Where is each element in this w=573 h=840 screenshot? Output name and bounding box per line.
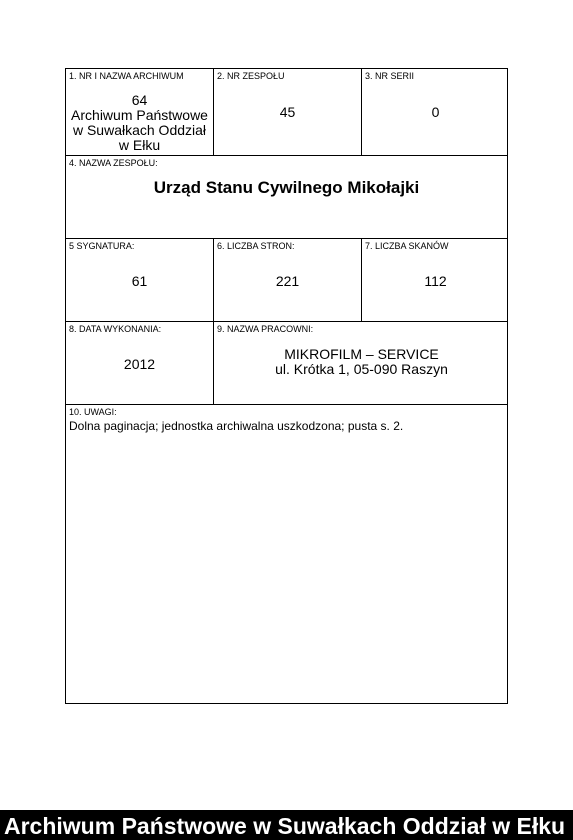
fonds-number-value: 45: [279, 104, 296, 120]
page-count-value: 221: [275, 273, 300, 289]
scan-count-value: 112: [424, 273, 447, 289]
date-made-label: 8. DATA WYKONANIA:: [69, 324, 162, 334]
archive-label: 1. NR I NAZWA ARCHIWUM: [69, 71, 184, 81]
row-notes: [66, 405, 507, 705]
archive-name-line-3: w Ełku: [118, 137, 161, 153]
scan-count-label: 7. LICZBA SKANÓW: [365, 241, 449, 251]
fonds-name-label: 4. NAZWA ZESPOŁU:: [69, 158, 158, 168]
scan-count-cell: [362, 239, 509, 321]
footer-text: Archiwum Państwowe w Suwałkach Oddział w Ełku: [4, 813, 566, 839]
date-made-value: 2012: [123, 356, 156, 372]
workshop-address: ul. Krótka 1, 05-090 Raszyn: [275, 361, 448, 377]
fonds-name-value: Urząd Stanu Cywilnego Mikołajki: [153, 178, 420, 197]
notes-label: 10. UWAGI:: [69, 407, 117, 417]
signature-label: 5 SYGNATURA:: [69, 241, 135, 251]
workshop-label: 9. NAZWA PRACOWNI:: [217, 324, 314, 334]
series-number-label: 3. NR SERII: [365, 71, 415, 81]
workshop-cell: [214, 322, 509, 404]
series-number-value: 0: [431, 104, 440, 120]
row-archive-fonds-series: [66, 69, 507, 156]
row-date-workshop: [66, 322, 507, 405]
fonds-number-label: 2. NR ZESPOŁU: [217, 71, 285, 81]
archive-number: 64: [131, 92, 148, 108]
page-count-cell: [214, 239, 362, 321]
archive-name-line-2: w Suwałkach Oddział: [72, 122, 207, 138]
signature-value: 61: [131, 273, 148, 289]
page-count-label: 6. LICZBA STRON:: [217, 241, 295, 251]
signature-cell: [66, 239, 214, 321]
archive-name-line-1: Archiwum Państwowe: [71, 107, 208, 123]
archive-metadata-card: [65, 68, 508, 704]
row-fonds-name: [66, 156, 507, 239]
footer-banner: [0, 810, 573, 840]
notes-value: Dolna paginacja; jednostka archiwalna uszkodzona; pusta s. 2.: [69, 419, 404, 433]
archive-cell: [66, 69, 214, 155]
date-made-cell: [66, 322, 214, 404]
workshop-name: MIKROFILM – SERVICE: [284, 346, 439, 362]
series-number-cell: [362, 69, 509, 155]
fonds-number-cell: [214, 69, 362, 155]
row-signature-pages-scans: [66, 239, 507, 322]
